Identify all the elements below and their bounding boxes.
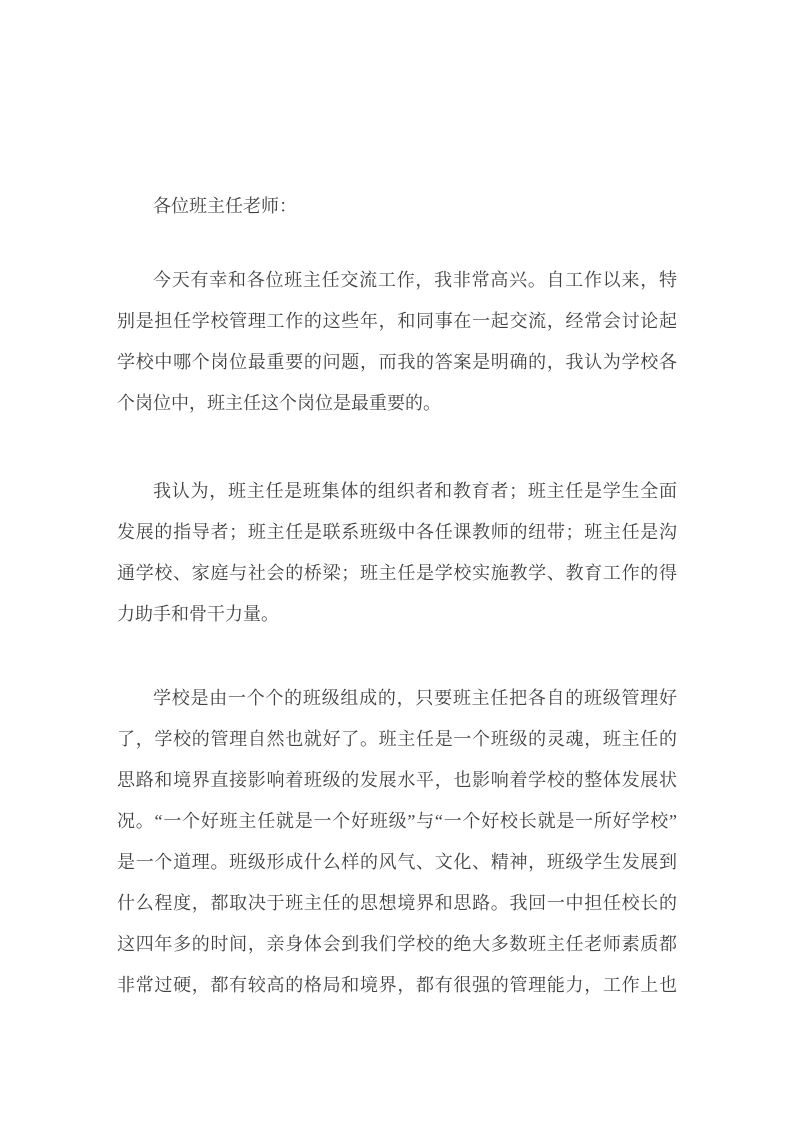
text-line: 这四年多的时间，亲身体会到我们学校的绝大多数班主任老师素质都	[117, 934, 677, 954]
text-line: 学校是由一个个的班级组成的，只要班主任把各自的班级管理好	[153, 688, 677, 708]
text-line: 通学校、家庭与社会的桥梁；班主任是学校实施教学、教育工作的得	[117, 563, 677, 583]
text-line: 别是担任学校管理工作的这些年，和同事在一起交流，经常会讨论起	[117, 311, 677, 331]
paragraph-intro	[117, 260, 677, 424]
text-line: 学校中哪个岗位最重要的问题，而我的答案是明确的，我认为学校各	[117, 352, 677, 372]
text-line: 什么程度，都取决于班主任的思想境界和思路。我回一中担任校长的	[117, 893, 677, 913]
paragraph-class-management	[117, 678, 677, 1006]
text-line: 非常过硬，都有较高的格局和境界，都有很强的管理能力，工作上也	[117, 975, 677, 995]
text-line: 我认为，班主任是班集体的组织者和教育者；班主任是学生全面	[153, 481, 677, 501]
text-line: 发展的指导者；班主任是联系班级中各任课教师的纽带；班主任是沟	[117, 522, 677, 542]
salutation	[117, 186, 677, 227]
paragraph-roles	[117, 471, 677, 635]
text-line: 各位班主任老师：	[153, 196, 297, 216]
text-line: 今天有幸和各位班主任交流工作，我非常高兴。自工作以来，特	[153, 270, 677, 290]
text-line: 思路和境界直接影响着班级的发展水平，也影响着学校的整体发展状	[117, 770, 677, 790]
text-line: 是一个道理。班级形成什么样的风气、文化、精神，班级学生发展到	[117, 852, 677, 872]
text-line: 个岗位中，班主任这个岗位是最重要的。	[117, 393, 441, 413]
document-text	[117, 0, 677, 1006]
text-line: 力助手和骨干力量。	[117, 604, 279, 624]
text-line: 况。“一个好班主任就是一个好班级”与“一个好校长就是一所好学校”	[117, 811, 677, 831]
text-line: 了，学校的管理自然也就好了。班主任是一个班级的灵魂，班主任的	[117, 729, 677, 749]
